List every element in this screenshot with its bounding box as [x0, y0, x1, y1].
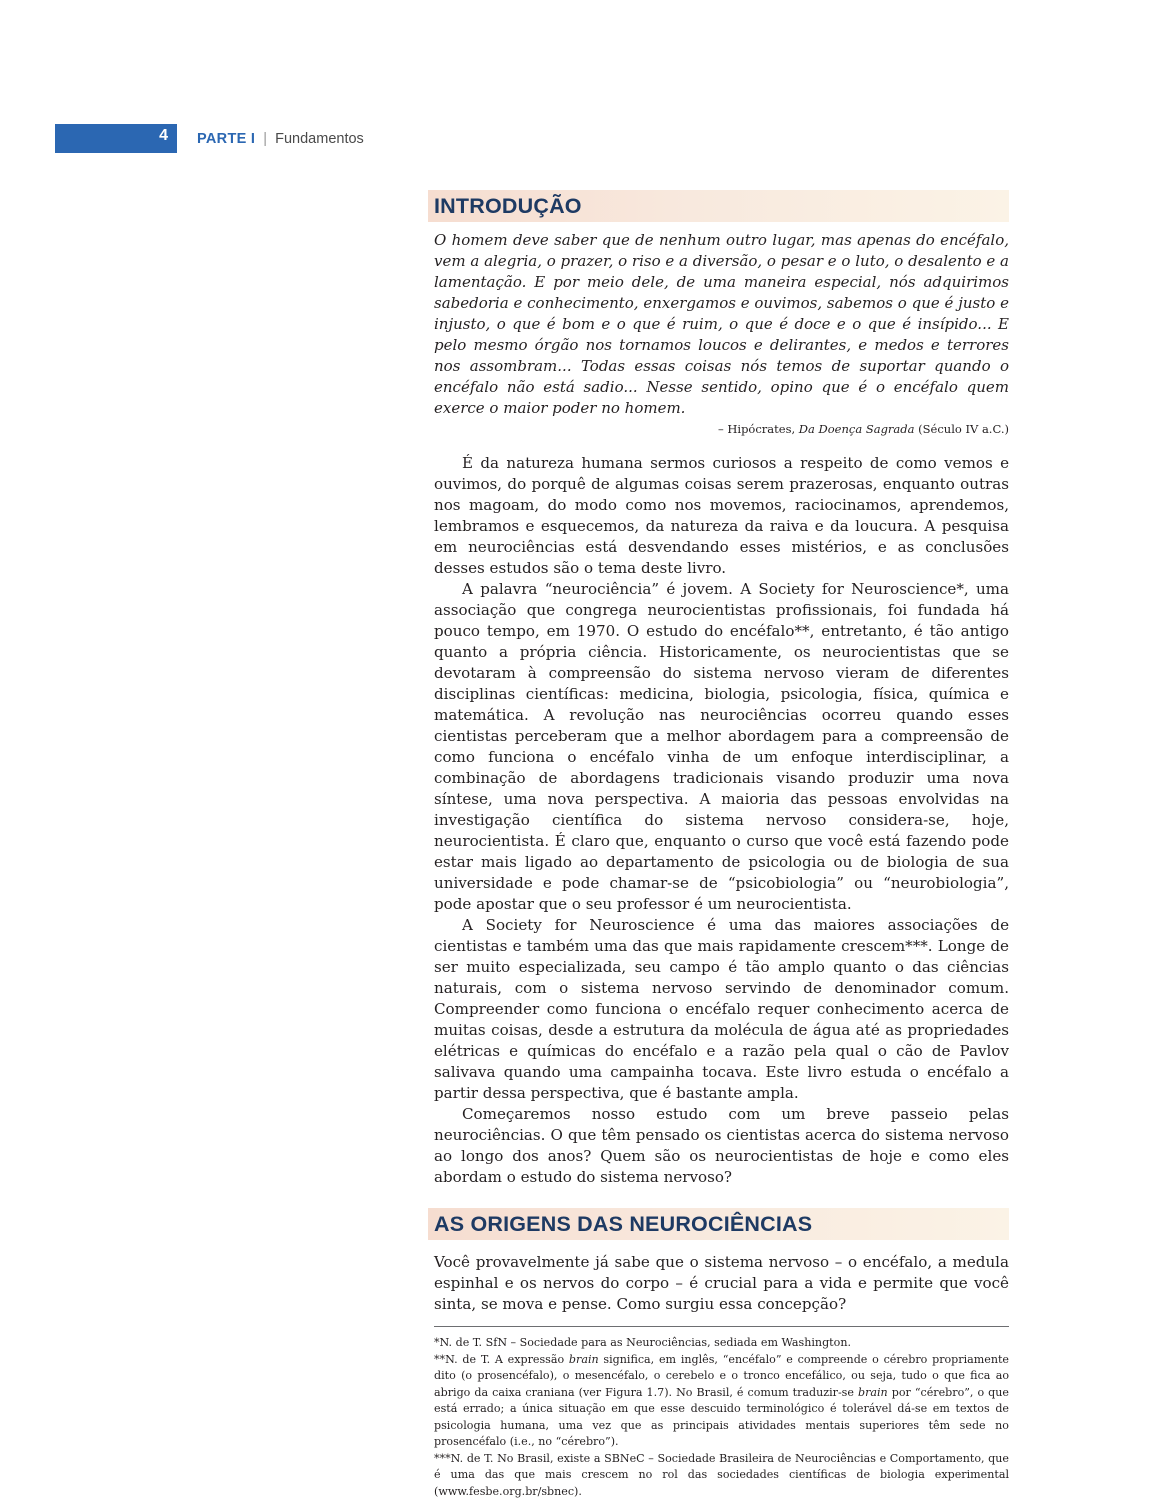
part-separator: | — [259, 131, 272, 147]
epigraph-attribution — [434, 421, 1009, 437]
part-label: PARTE I — [197, 131, 256, 147]
origins-body — [434, 1252, 1009, 1315]
section-heading-bar — [428, 190, 1009, 222]
page-number-tab — [55, 124, 177, 153]
paragraph: É da natureza humana sermos curiosos a respeito de como vemos e ouvimos, do porquê de algumas coisas serem prazerosas, enquanto outras nos magoam, do modo como nos movemos, raciocinamos, aprendemos, lembramos e esquecemos, da natureza da raiva e da loucura. A pesquisa em neurociências está desvendando esses mistérios, e as conclusões desses estudos são o tema deste livro. — [434, 454, 1009, 577]
paragraph: Começaremos nosso estudo com um breve passeio pelas neurociências. O que têm pensado os cientistas acerca do sistema nervoso ao longo dos anos? Quem são os neurocientistas de hoje e como eles abordam o estudo do sistema nervoso? — [434, 1105, 1009, 1186]
attribution-work: Da Doença Sagrada — [798, 422, 915, 436]
paragraph: Você provavelmente já sabe que o sistema nervoso – o encéfalo, a medula espinhal e os nervos do corpo – é crucial para a vida e permite que você sinta, se mova e pense. Como surgiu essa concepção? — [434, 1253, 1009, 1313]
footnote-text: significa, em inglês, “encéfalo” e compreende o cérebro propriamente dito (o prosencéfalo), o mesencéfalo, o cerebelo e o tronco encefálico, ou seja, tudo o que fica ao abrigo da caixa craniana (ver Figura 1.7). No Brasil, é comum traduzir-se — [434, 1352, 1009, 1399]
footnote-divider — [434, 1326, 1009, 1327]
footnote-term: brain — [857, 1385, 888, 1399]
part-title: Fundamentos — [275, 131, 364, 147]
introduction-heading: INTRODUÇÃO — [434, 193, 582, 218]
footnote: ***N. de T. No Brasil, existe a SBNeC – Sociedade Brasileira de Neurociências e Comportamento, que é uma das que mais crescem no rol das sociedades científicas de biologia experimental (www.fesbe.org.br/sbnec). — [434, 1451, 1009, 1498]
footnote-text: **N. de T. A expressão — [434, 1352, 569, 1366]
footnote — [434, 1352, 1009, 1451]
attribution-prefix: – Hipócrates, — [717, 422, 799, 436]
footnote-text: por “cérebro”, o que está errado; a única situação em que esse descuido terminológico é tolerável dá-se em textos de psicologia humana, uma vez que as principais atividades mentais superiores têm sede no prosencéfalo (i.e., no “cérebro”). — [434, 1385, 1009, 1448]
running-head — [197, 131, 364, 147]
page-number: 4 — [159, 127, 168, 144]
epigraph: O homem deve saber que de nenhum outro lugar, mas apenas do encéfalo, vem a alegria, o prazer, o riso e a diversão, o pesar e o luto, o desalento e a lamentação. E por meio dele, de uma maneira especial, nós adquirimos sabedoria e conhecimento, enxergamos e ouvimos, sabemos o que é justo e injusto, o que é bom e o que é ruim, o que é doce e o que é insípido... E pelo mesmo órgão nos tornamos loucos e delirantes, e medos e terrores nos assombram... Todas essas coisas nós temos de suportar quando o encéfalo não está sadio... Nesse sentido, opino que é o encéfalo quem exerce o maior poder no homem. — [434, 231, 1009, 417]
introduction-body — [434, 453, 1009, 1188]
section-heading-bar — [428, 1208, 1009, 1240]
origins-heading: AS ORIGENS DAS NEUROCIÊNCIAS — [434, 1211, 813, 1236]
attribution-suffix: (Século IV a.C.) — [914, 422, 1009, 436]
footnotes — [434, 1335, 1009, 1500]
paragraph: A palavra “neurociência” é jovem. A Society for Neuroscience*, uma associação que congrega neurocientistas profissionais, foi fundada há pouco tempo, em 1970. O estudo do encéfalo**, entretanto, é tão antigo quanto a própria ciência. Historicamente, os neurocientistas que se devotaram à compreensão do sistema nervoso vieram de diferentes disciplinas científicas: medicina, biologia, psicologia, física, química e matemática. A revolução nas neurociências ocorreu quando esses cientistas perceberam que a melhor abordagem para a compreensão de como funciona o encéfalo vinha de um enfoque interdisciplinar, a combinação de abordagens tradicionais visando produzir uma nova síntese, uma nova perspectiva. A maioria das pessoas envolvidas na investigação científica do sistema nervoso considera-se, hoje, neurocientista. É claro que, enquanto o curso que você está fazendo pode estar mais ligado ao departamento de psicologia ou de biologia de sua universidade e pode chamar-se de “psicobiologia” ou “neurobiologia”, pode apostar que o seu professor é um neurocientista. — [434, 580, 1009, 913]
footnote: *N. de T. SfN – Sociedade para as Neurociências, sediada em Washington. — [434, 1336, 851, 1349]
footnote-term: brain — [568, 1352, 599, 1366]
paragraph: A Society for Neuroscience é uma das maiores associações de cientistas e também uma das que mais rapidamente crescem***. Longe de ser muito especializada, seu campo é tão amplo quanto o das ciências naturais, com o sistema nervoso servindo de denominador comum. Compreender como funciona o encéfalo requer conhecimento acerca de muitas coisas, desde a estrutura da molécula de água até as propriedades elétricas e químicas do encéfalo e a razão pela qual o cão de Pavlov salivava quando uma campainha tocava. Este livro estuda o encéfalo a partir dessa perspectiva, que é bastante ampla. — [434, 916, 1009, 1102]
main-column — [434, 190, 1009, 1500]
